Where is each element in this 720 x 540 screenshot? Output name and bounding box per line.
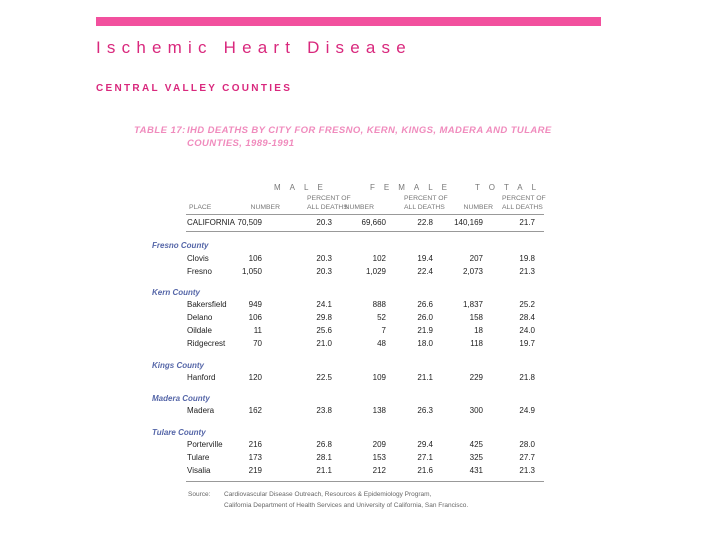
cell-place: Ridgecrest	[187, 339, 226, 348]
cell-total-percent: 19.7	[519, 339, 535, 348]
cell-total-percent: 28.0	[519, 440, 535, 449]
header-group-total: TOTAL	[475, 183, 546, 192]
table-row-california	[0, 218, 720, 231]
county-heading-kings: Kings County	[152, 361, 204, 370]
cell-male-number: 106	[248, 313, 262, 322]
cell-female-number: 888	[372, 300, 386, 309]
cell-female-number: 1,029	[365, 267, 386, 276]
cell-female-percent: 21.1	[417, 373, 433, 382]
cell-total-number: 431	[469, 466, 483, 475]
header-percent-line1: PERCENT OF	[307, 195, 351, 202]
cell-place: CALIFORNIA	[187, 218, 236, 227]
cell-total-number: 425	[469, 440, 483, 449]
cell-total-percent: 28.4	[519, 313, 535, 322]
cell-total-percent: 27.7	[519, 453, 535, 462]
cell-place: Delano	[187, 313, 213, 322]
cell-male-percent: 20.3	[316, 267, 332, 276]
header-rule	[186, 214, 544, 215]
header-percent-line2: ALL DEATHS	[502, 204, 543, 211]
table-row	[0, 267, 720, 280]
cell-male-number: 162	[248, 406, 262, 415]
cell-male-number: 70,509	[237, 218, 262, 227]
cell-total-number: 325	[469, 453, 483, 462]
cell-total-number: 300	[469, 406, 483, 415]
header-percent-line1: PERCENT OF	[404, 195, 448, 202]
county-heading-fresno: Fresno County	[152, 241, 209, 250]
cell-male-number: 106	[248, 254, 262, 263]
source-label: Source:	[188, 491, 211, 498]
top-accent-bar	[96, 17, 601, 26]
cell-male-percent: 20.3	[316, 254, 332, 263]
table-row	[0, 313, 720, 326]
cell-total-number: 1,837	[462, 300, 483, 309]
cell-male-number: 120	[248, 373, 262, 382]
cell-total-number: 118	[470, 339, 483, 348]
cell-place: Oildale	[187, 326, 212, 335]
header-percent-line2: ALL DEATHS	[307, 204, 348, 211]
cell-female-number: 48	[377, 339, 386, 348]
cell-total-percent: 21.3	[519, 267, 535, 276]
cell-total-percent: 21.3	[519, 466, 535, 475]
document-subtitle: CENTRAL VALLEY COUNTIES	[96, 83, 293, 94]
header-male-number: NUMBER	[250, 204, 280, 211]
cell-male-percent: 20.3	[316, 218, 332, 227]
table-row	[0, 326, 720, 339]
header-total-number: NUMBER	[463, 204, 493, 211]
cell-female-percent: 19.4	[417, 254, 433, 263]
cell-total-number: 140,169	[454, 218, 483, 227]
cell-female-percent: 26.3	[417, 406, 433, 415]
cell-total-number: 207	[469, 254, 483, 263]
header-total-percent	[502, 194, 546, 212]
cell-female-number: 109	[372, 373, 386, 382]
caption-label: TABLE 17:	[134, 125, 186, 136]
header-female-percent	[404, 194, 448, 212]
cell-female-percent: 26.0	[417, 313, 433, 322]
table-row	[0, 339, 720, 352]
caption-text: IHD DEATHS BY CITY FOR FRESNO, KERN, KINGS, MADERA AND TULARE COUNTIES, 1989-1991	[187, 125, 552, 149]
county-heading-tulare: Tulare County	[152, 428, 206, 437]
cell-total-number: 158	[469, 313, 483, 322]
cell-total-percent: 25.2	[519, 300, 535, 309]
header-group-male: MALE	[274, 183, 332, 192]
cell-male-number: 1,050	[241, 267, 262, 276]
cell-total-percent: 19.8	[519, 254, 535, 263]
header-percent-line1: PERCENT OF	[502, 195, 546, 202]
cell-male-percent: 21.1	[316, 466, 332, 475]
table-row	[0, 254, 720, 267]
cell-male-percent: 26.8	[316, 440, 332, 449]
cell-male-percent: 21.0	[316, 339, 332, 348]
cell-total-percent: 24.9	[519, 406, 535, 415]
cell-female-number: 69,660	[361, 218, 386, 227]
document-title: Ischemic Heart Disease	[96, 38, 412, 57]
cell-total-percent: 21.7	[519, 218, 535, 227]
table-row	[0, 466, 720, 479]
cell-male-number: 949	[248, 300, 262, 309]
california-rule	[186, 231, 544, 232]
cell-male-number: 216	[248, 440, 262, 449]
cell-place: Bakersfield	[187, 300, 227, 309]
county-heading-kern: Kern County	[152, 288, 200, 297]
cell-female-number: 138	[372, 406, 386, 415]
header-female-number: NUMBER	[344, 204, 374, 211]
table-caption	[134, 124, 564, 150]
cell-total-number: 2,073	[462, 267, 483, 276]
table-row	[0, 440, 720, 453]
county-heading-madera: Madera County	[152, 394, 210, 403]
cell-male-percent: 24.1	[316, 300, 332, 309]
cell-total-percent: 21.8	[519, 373, 535, 382]
source-line-2: California Department of Health Services and University of California, San Francisco.	[224, 502, 469, 509]
cell-female-percent: 26.6	[417, 300, 433, 309]
cell-male-percent: 28.1	[316, 453, 332, 462]
table-row	[0, 406, 720, 419]
cell-female-percent: 22.4	[417, 267, 433, 276]
cell-female-number: 209	[372, 440, 386, 449]
header-percent-line2: ALL DEATHS	[404, 204, 445, 211]
cell-total-percent: 24.0	[519, 326, 535, 335]
cell-total-number: 18	[474, 326, 483, 335]
cell-female-number: 153	[372, 453, 386, 462]
cell-male-number: 219	[248, 466, 262, 475]
cell-male-percent: 29.8	[316, 313, 332, 322]
cell-place: Tulare	[187, 453, 210, 462]
cell-female-percent: 29.4	[417, 440, 433, 449]
cell-female-number: 102	[372, 254, 386, 263]
cell-female-percent: 27.1	[417, 453, 433, 462]
cell-female-percent: 21.9	[417, 326, 433, 335]
cell-female-percent: 21.6	[417, 466, 433, 475]
cell-place: Fresno	[187, 267, 212, 276]
cell-place: Visalia	[187, 466, 211, 475]
cell-male-number: 173	[248, 453, 262, 462]
cell-place: Hanford	[187, 373, 216, 382]
header-group-female: FEMALE	[370, 183, 457, 192]
table-row	[0, 373, 720, 386]
cell-place: Madera	[187, 406, 215, 415]
cell-female-number: 52	[377, 313, 386, 322]
cell-place: Clovis	[187, 254, 209, 263]
cell-female-percent: 18.0	[417, 339, 433, 348]
cell-male-number: 11	[253, 326, 262, 335]
table-row	[0, 300, 720, 313]
cell-female-number: 212	[372, 466, 386, 475]
cell-total-number: 229	[469, 373, 483, 382]
source-line-1: Cardiovascular Disease Outreach, Resources & Epidemiology Program,	[224, 491, 432, 498]
table-row	[0, 453, 720, 466]
header-place: PLACE	[189, 204, 212, 211]
cell-male-percent: 25.6	[316, 326, 332, 335]
cell-male-percent: 22.5	[316, 373, 332, 382]
cell-male-number: 70	[253, 339, 262, 348]
cell-female-percent: 22.8	[417, 218, 433, 227]
cell-male-percent: 23.8	[316, 406, 332, 415]
cell-place: Porterville	[187, 440, 223, 449]
table-bottom-rule	[186, 481, 544, 482]
cell-female-number: 7	[381, 326, 386, 335]
